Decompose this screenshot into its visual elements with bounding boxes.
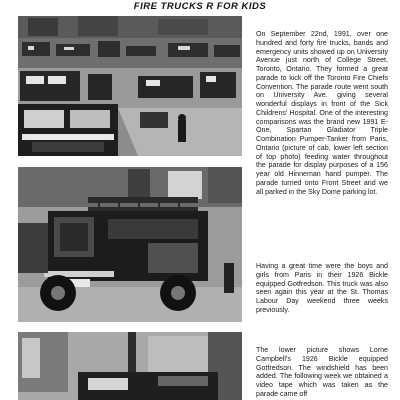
article-paragraph <box>256 262 388 315</box>
article-paragraph-text: The lower picture shows Lorne Campbell's 1926 Bickle equipped Gotfredson. The windshield has been added. The following week we obtained a video tape which was taken as the parade came off <box>256 346 388 398</box>
photo-gotfredson-paris <box>18 167 242 322</box>
article-paragraph <box>256 346 388 399</box>
photo-gotfredson-campbell <box>18 332 242 400</box>
article-paragraph-text: On September 22nd, 1991, over one hundred and forty fire trucks, bands and emergency units showed up on University Avenue just north of College Street, Toronto, Ontario. They formed a great parade to kick off the Toronto Fire Chiefs Convention. The parade route went south on University Ave. giving several wonderful displays in front of the Sick Childrens' Hospital. One of the interesting comparisons was the brand new 1991 E-One, Spartan Gladiator Triple Combination Pumper-Tanker from Paris, Ontario (picture of cab, lower left section of top photo) feeding water throughout the parade for display purposes of a 156 year old Hinneman hand pumper. The parade turned onto Front Street and we all parked in the Sky Dome parking lot. <box>256 30 388 196</box>
article-paragraph-text: Having a great time were the boys and girls from Paris in their 1926 Bickle equipped Gotfredson. This truck was also seen again this year at the St. Thomas Labour Day weekend three weeks previously. <box>256 262 388 314</box>
photo-parade-street <box>18 16 242 156</box>
article-paragraph <box>256 30 388 196</box>
page-title: FIRE TRUCKS R FOR KIDS <box>133 1 267 12</box>
